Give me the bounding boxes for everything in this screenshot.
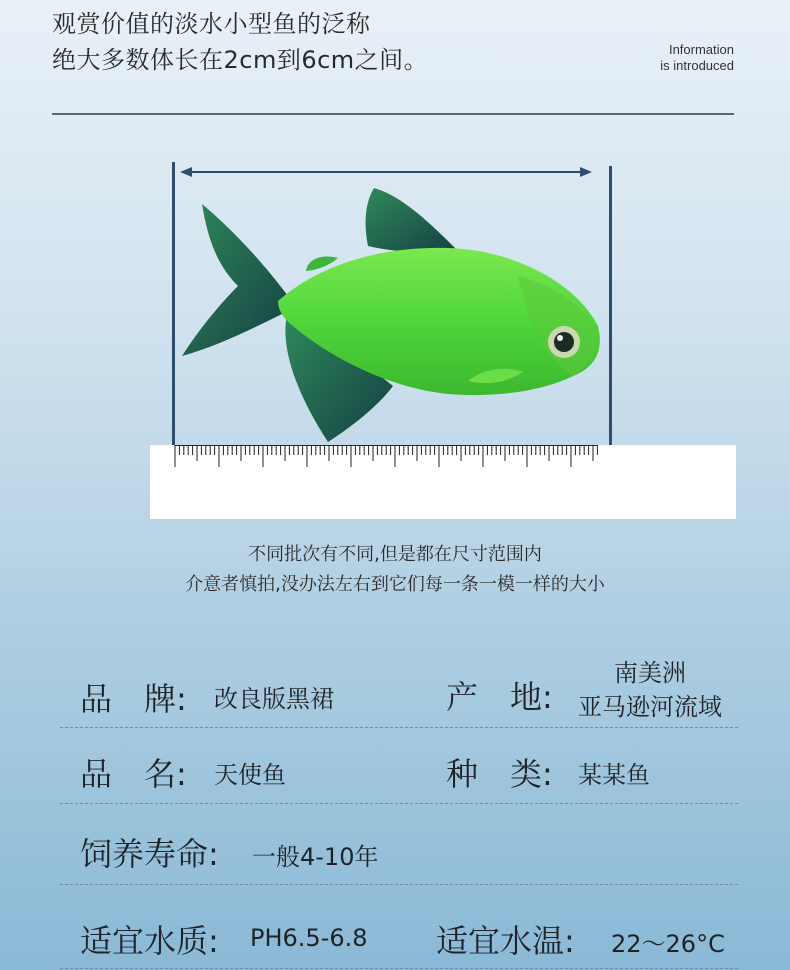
- water-quality-label: 适宜水质:: [80, 922, 219, 960]
- intro-line-2: 绝大多数体长在2cm到6cm之间。: [52, 46, 429, 74]
- origin-label: 产 地:: [446, 678, 553, 716]
- spec-row-water: [60, 884, 738, 969]
- spec-row-lifespan: [60, 803, 738, 885]
- water-quality-value: PH6.5-6.8: [250, 924, 368, 952]
- origin-value: [578, 656, 722, 724]
- lifespan-value: 一般4-10年: [252, 843, 379, 871]
- header-divider: [52, 113, 734, 115]
- disclaimer-line-1: 不同批次有不同,但是都在尺寸范围内: [248, 544, 542, 565]
- lifespan-label: 饲养寿命:: [80, 835, 219, 873]
- brand-value: 改良版黑裙: [214, 685, 334, 713]
- name-value: 天使鱼: [214, 761, 286, 789]
- measure-right-line: [609, 166, 612, 446]
- fish-image: [178, 186, 608, 446]
- info-badge-line-2: is introduced: [660, 58, 734, 73]
- measure-arrow-icon: [180, 166, 592, 178]
- fish-measure-panel: [150, 160, 736, 520]
- info-badge: [660, 42, 734, 74]
- water-temp-value: 22～26°C: [611, 930, 725, 958]
- info-badge-line-1: Information: [668, 42, 734, 57]
- spec-row-brand-origin: [60, 652, 738, 728]
- spec-row-name-type: [60, 727, 738, 804]
- ruler: [150, 445, 736, 519]
- name-label: 品 名:: [80, 755, 187, 793]
- ruler-ticks: [150, 445, 736, 519]
- origin-value-line-2: 亚马逊河流域: [578, 693, 722, 721]
- origin-value-line-1: 南美洲: [614, 659, 686, 687]
- size-disclaimer: [0, 540, 790, 600]
- measure-left-line: [172, 162, 175, 474]
- type-value: 某某鱼: [578, 761, 650, 789]
- type-label: 种 类:: [446, 755, 553, 793]
- brand-label: 品 牌:: [80, 680, 187, 718]
- intro-text: [52, 6, 428, 78]
- disclaimer-line-2: 介意者慎拍,没办法左右到它们每一条一模一样的大小: [185, 574, 605, 595]
- intro-line-1: 观赏价值的淡水小型鱼的泛称: [52, 10, 371, 38]
- water-temp-label: 适宜水温:: [436, 922, 575, 960]
